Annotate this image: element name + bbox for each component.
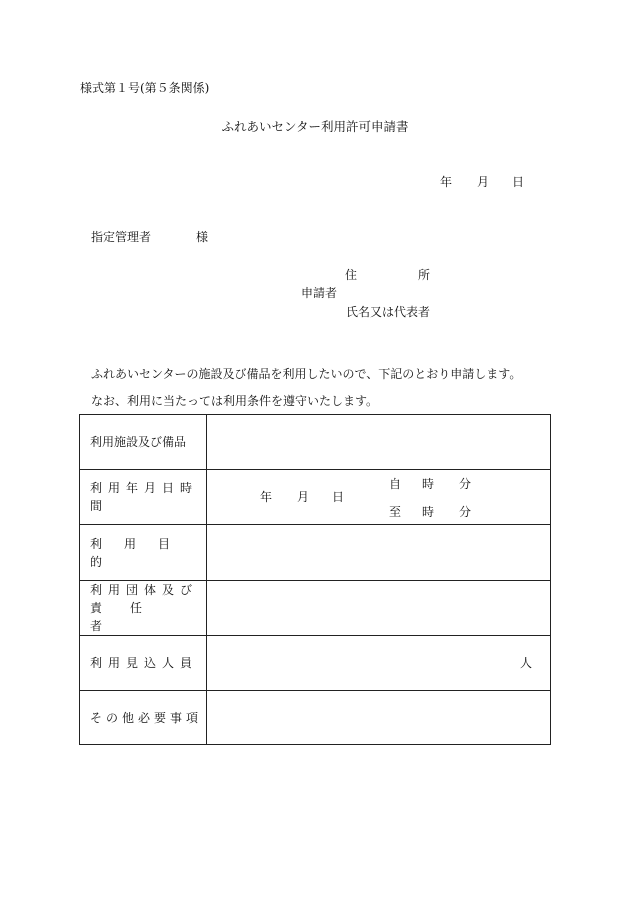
- applicant-address-label-2: 所: [418, 268, 431, 282]
- datetime-label: [80, 470, 207, 525]
- application-table: [79, 414, 551, 745]
- table-row-attendance: [80, 636, 551, 691]
- to-hour: 時: [422, 505, 435, 519]
- table-row-group: [80, 581, 551, 636]
- addressee-honorific: 様: [196, 230, 209, 244]
- purpose-label: [80, 525, 207, 581]
- document-title: ふれあいセンター利用許可申請書: [221, 119, 409, 134]
- attendance-label: [80, 636, 207, 691]
- other-label-text: その他必要事項: [90, 710, 203, 725]
- other-value-cell[interactable]: [207, 691, 551, 745]
- attendance-label-text: 利用見込人員: [90, 656, 199, 670]
- group-value-cell[interactable]: [207, 581, 551, 636]
- from-minute: 分: [459, 477, 472, 491]
- applicant-name-label: 氏名又は代表者: [346, 305, 431, 319]
- other-label: [80, 691, 207, 745]
- date-day-label: 日: [512, 175, 525, 189]
- attendance-value-cell[interactable]: [207, 636, 551, 691]
- datetime-year: 年: [260, 490, 273, 504]
- body-text-line-2: なお、利用に当たっては利用条件を遵守いたします。: [91, 394, 379, 408]
- to-minute: 分: [459, 505, 472, 519]
- applicant-label: 申請者: [301, 286, 338, 300]
- facility-value-cell[interactable]: [207, 415, 551, 470]
- attendance-unit: 人: [519, 656, 532, 670]
- group-label: [80, 581, 207, 636]
- date-year-label: 年: [440, 175, 453, 189]
- applicant-address-label-1: 住: [345, 268, 358, 282]
- purpose-value-cell[interactable]: [207, 525, 551, 581]
- from-hour: 時: [422, 477, 435, 491]
- from-label: 自: [389, 477, 402, 491]
- form-number: 様式第１号(第５条関係): [80, 81, 210, 95]
- purpose-label-text: 利用目的: [90, 536, 193, 569]
- datetime-day: 日: [332, 490, 345, 504]
- table-row-purpose: [80, 525, 551, 581]
- datetime-month: 月: [297, 490, 310, 504]
- table-row-other: [80, 691, 551, 745]
- group-label-line-1: 利用団体及び: [90, 583, 199, 597]
- body-text-line-1: ふれあいセンターの施設及び備品を利用したいので、下記のとおり申請します。: [91, 367, 522, 381]
- table-row-facility: [80, 415, 551, 470]
- group-label-line-2: 責任者: [90, 601, 171, 633]
- datetime-value-cell[interactable]: [207, 470, 551, 525]
- date-month-label: 月: [477, 175, 490, 189]
- to-label: 至: [389, 505, 402, 519]
- facility-label: 利用施設及び備品: [80, 415, 207, 470]
- addressee-name: 指定管理者: [91, 230, 152, 244]
- datetime-label-text: 利用年月日時間: [90, 481, 199, 513]
- table-row-datetime: [80, 470, 551, 525]
